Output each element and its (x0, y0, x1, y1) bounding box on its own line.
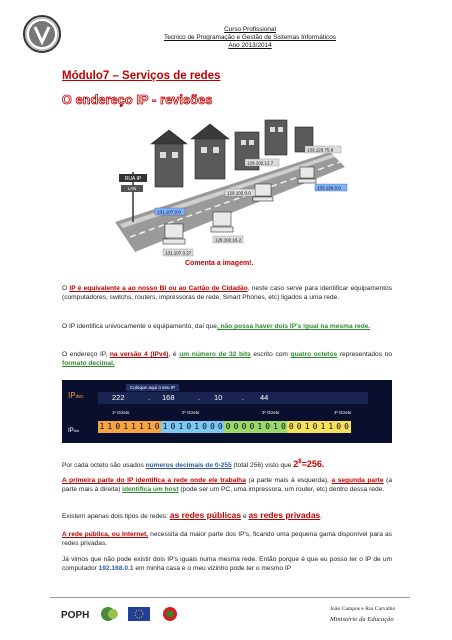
text: Existem apenas dois tipos de redes: (62, 513, 170, 520)
ip-label: 133.120.0.0 (317, 185, 341, 191)
highlight-four-octets: quatro octetos (290, 351, 338, 358)
ip-row-bg (98, 392, 368, 404)
octet-label: 4º Octeto (334, 410, 352, 415)
binary-bit: 1 (123, 422, 129, 431)
octet-value: 44 (260, 393, 269, 402)
binary-bit: 0 (241, 422, 247, 431)
binary-bits-row (98, 421, 351, 433)
image-caption: Comenta a imagem!. (185, 260, 254, 267)
binary-bit: 1 (131, 422, 136, 431)
paragraph-same-ip-question (62, 555, 392, 573)
text: O IP identifica univocamente o equipamento, daí que (62, 323, 217, 330)
binary-bit: 0 (154, 422, 160, 431)
text: bin (73, 428, 80, 433)
text: Já vimos que não pode existir dois IP's iguais numa mesma rede. Então porque é que eu posso ter o IP de um computador (62, 556, 392, 572)
highlight-internet: A rede pública, ou Internet, (62, 531, 149, 538)
binary-bit: 0 (249, 422, 255, 431)
binary-bit: 0 (217, 422, 223, 431)
binary-bit: 0 (115, 422, 121, 431)
binary-bit: 0 (186, 422, 192, 431)
paragraph-ip-unique (62, 322, 392, 331)
binary-bit: 1 (194, 422, 200, 431)
highlight-public: as redes públicas (169, 510, 242, 520)
binary-bit: 1 (99, 422, 105, 431)
binary-bit: 1 (273, 422, 278, 431)
binary-bit: 0 (296, 422, 302, 431)
paragraph-network-host (62, 476, 392, 494)
binary-bit: 1 (257, 422, 263, 431)
octet-value: 168 (162, 393, 175, 402)
course-name: Curso Profissional (224, 26, 276, 33)
poph-logo (60, 605, 92, 623)
octet-label: 1º Octeto (112, 410, 130, 415)
network-street-illustration (95, 112, 355, 262)
module-title: Módulo7 – Serviços de redes (62, 70, 221, 82)
binary-bit: 1 (146, 422, 152, 431)
ip-dec-label (68, 391, 84, 400)
binary-bit: 1 (320, 422, 326, 431)
section-title: O endereço IP - revisões (62, 93, 213, 107)
octet-value: 222 (112, 393, 125, 402)
text: , neste caso serve para identificar equipamentos (computadores, switchs, routers, impressoras de rede, Smart Phones, etc) ligados a uma rede. (62, 285, 392, 301)
text: necessita da maior parte dos IP's, ficando uma pequena gama disponível para as redes privadas. (62, 531, 392, 547)
text: (total 256) visto que (231, 462, 294, 469)
text: O (62, 285, 70, 292)
binary-bit: 0 (344, 422, 349, 431)
highlight-second-part: a segunda parte (331, 477, 384, 484)
footer-logos (60, 603, 180, 625)
power-expression (293, 459, 324, 469)
text: , é (168, 351, 180, 358)
text: e (241, 513, 249, 520)
binary-bit: 1 (178, 422, 184, 431)
text: IP (68, 391, 76, 400)
text: escrito com (250, 351, 291, 358)
octet-dot: . (198, 393, 201, 402)
binary-bit: 1 (328, 422, 334, 431)
binary-bit: 0 (265, 422, 271, 431)
authors: João Campos e Rui Carvalho (330, 606, 396, 612)
ministry-name: Ministério da Educação (330, 616, 394, 623)
text: =256. (301, 459, 325, 469)
binary-bit: 0 (288, 422, 294, 431)
binary-bit: 1 (162, 422, 168, 431)
text: . (320, 513, 323, 520)
document-header (70, 26, 430, 50)
highlight-range: números decimais de 0-255 (145, 462, 232, 469)
binary-bit: 0 (336, 422, 342, 431)
octet-dot: . (242, 393, 245, 402)
text: 2 (293, 459, 299, 469)
highlight-host: identifica um host (122, 486, 179, 493)
text: dec (75, 394, 84, 400)
binary-bit: 0 (225, 422, 231, 431)
paragraph-ip-definition (62, 284, 392, 302)
binary-bit: 0 (170, 422, 176, 431)
text: IP (68, 428, 74, 434)
street-sign-2: LAN (127, 186, 137, 191)
binary-bit: 0 (312, 422, 318, 431)
highlight-32-bits: um número de 32 bits (179, 351, 251, 358)
paragraph-octet-range (62, 458, 392, 470)
paragraph-network-types (62, 511, 392, 521)
binary-bit: 0 (281, 422, 286, 431)
text: POPH (61, 610, 90, 621)
ip-label: 131.107.0.0 (157, 209, 181, 215)
ip-label: 129.102.16.2 (215, 237, 242, 243)
paragraph-public-network (62, 530, 392, 548)
ip-label: 131.107.3.27 (165, 250, 192, 256)
ip-label: 129.102.12.7 (247, 160, 274, 166)
text: (pode ser um PC, uma impressora, um router, etc) dentro dessa rede. (178, 486, 385, 493)
octet-value: 10 (214, 393, 223, 402)
text: O endereço IP, (62, 351, 110, 358)
binary-bit: 0 (233, 422, 239, 431)
text: 8 (298, 459, 302, 465)
highlight-ip-bi: IP é equivalente a ao nosso BI ou ao Cartão de Cidadão (69, 285, 248, 292)
paragraph-ipv4 (62, 350, 392, 368)
binary-bit: 1 (138, 422, 144, 431)
text: (a parte mais à esquerda), (245, 477, 332, 484)
text: (a parte mais à direita) (62, 477, 392, 493)
highlight-private-ip: 192.168.0.1 (98, 565, 134, 572)
octet-label: 3º Octeto (262, 410, 280, 415)
highlight-ipv4: na versão 4 (IPv4) (109, 351, 169, 358)
footer-divider (50, 597, 410, 598)
eu-flag-icon (128, 605, 152, 623)
ip-address-figure (62, 380, 392, 443)
highlight-network-part: A primeira parte do IP identifica a rede onde ele trabalha (62, 477, 246, 484)
school-year: Ano 2013/2014 (228, 42, 272, 49)
binary-bit: 0 (210, 422, 215, 431)
ip-bin-label (68, 428, 79, 434)
highlight-no-duplicate: , não possa haver dois IP's igual na mesma rede. (216, 323, 371, 330)
text: Por cada octeto são usados (62, 462, 146, 469)
ip-banner: Coloque aqui o seu IP (126, 384, 179, 391)
text: representados no (337, 351, 393, 358)
program-name: Tecnico de Programação e Gestão de Sistemas Informáticos (164, 34, 336, 41)
ip-label: 133.120.75.8 (307, 147, 334, 153)
portugal-emblem-icon (160, 605, 180, 623)
street-sign: RUA IP (124, 176, 142, 182)
octet-dot: . (148, 393, 151, 402)
binary-bit: 1 (107, 422, 113, 431)
binary-bit: 1 (304, 422, 310, 431)
ip-label: 129.102.0.0 (227, 190, 251, 196)
school-logo (22, 14, 62, 54)
binary-bit: 0 (202, 422, 207, 431)
qren-logo-icon (100, 605, 120, 623)
highlight-private: as redes privadas (248, 510, 321, 520)
text: em minha casa e o meu vizinho pode ter o mesmo IP (133, 565, 292, 572)
octet-label: 2º Octeto (182, 410, 200, 415)
highlight-decimal-format: formato decimal. (62, 360, 115, 367)
